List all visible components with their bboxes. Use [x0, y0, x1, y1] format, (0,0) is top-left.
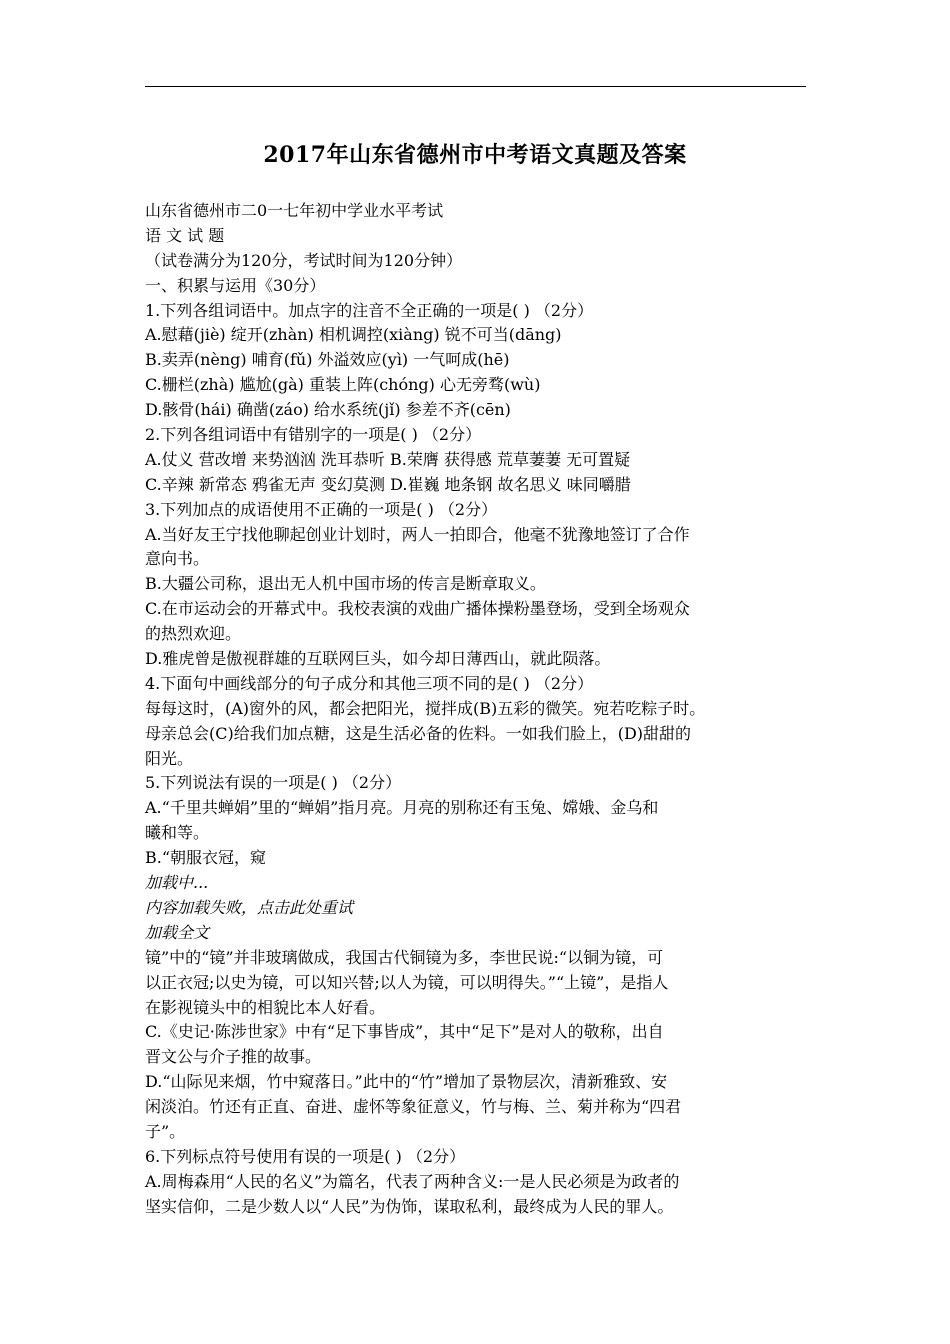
text-line: 在影视镜头中的相貌比本人好看。: [145, 997, 386, 1017]
text-line: D.“山际见来烟，竹中窥落日。”此中的“竹”增加了景物层次，清新雅致、安: [145, 1072, 668, 1092]
text-line: A.“千里共蝉娟”里的“蝉娟”指月亮。月亮的别称还有玉兔、嫦娥、金乌和: [145, 798, 659, 818]
load-full-text-link[interactable]: 加载全文: [145, 922, 210, 942]
text-line: C.《史记·陈涉世家》中有“足下事皆成”，其中“足下”是对人的敬称，出自: [145, 1022, 664, 1042]
text-line: A.慰藉(jiè) 绽开(zhàn) 相机调控(xiàng) 锐不可当(dāng): [145, 325, 562, 345]
document-body: [145, 199, 815, 1220]
text-line: B.“朝服衣冠，窥: [145, 848, 267, 868]
text-line: C.辛辣 新常态 鸦雀无声 变幻莫测 D.崔巍 地条钢 故名思义 味同嚼腊: [145, 474, 631, 494]
text-line: 镜”中的“镜”并非玻璃做成，我国古代铜镜为多，李世民说:“以铜为镜，可: [145, 947, 664, 967]
text-line: 语 文 试 题: [145, 225, 225, 245]
text-line: 坚实信仰，二是少数人以“人民”为伪饰，谋取私利，最终成为人民的罪人。: [145, 1196, 674, 1216]
text-line: C.在市运动会的开幕式中。我校表演的戏曲广播体操粉墨登场，受到全场观众: [145, 599, 690, 619]
text-line: 子”。: [145, 1121, 186, 1141]
text-line: A.当好友王宁找他聊起创业计划时，两人一拍即合，他毫不犹豫地签订了合作: [145, 524, 690, 544]
text-line: D.骸骨(hái) 确凿(záo) 给水系统(jǐ) 参差不齐(cēn): [145, 400, 511, 420]
text-line: 1.下列各组词语中。加点字的注音不全正确的一项是( ) （2分）: [145, 300, 594, 320]
text-line: A.仗义 营改增 来势汹汹 洗耳恭听 B.荣膺 获得感 荒草萋萋 无可置疑: [145, 449, 631, 469]
text-line: B.大疆公司称，退出无人机中国市场的传言是断章取义。: [145, 574, 546, 594]
text-line: 的热烈欢迎。: [145, 624, 242, 644]
retry-link[interactable]: 内容加载失败，点击此处重试: [145, 897, 354, 917]
text-line: 闲淡泊。竹还有正直、奋进、虚怀等象征意义，竹与梅、兰、菊并称为“四君: [145, 1097, 682, 1117]
text-line: 4.下面句中画线部分的句子成分和其他三项不同的是( ) （2分）: [145, 673, 594, 693]
text-line: C.栅栏(zhà) 尴尬(gà) 重装上阵(chóng) 心无旁骛(wù): [145, 375, 541, 395]
text-line: 阳光。: [145, 748, 194, 768]
text-line: 意向书。: [145, 549, 210, 569]
text-line: 晋文公与介子推的故事。: [145, 1047, 322, 1067]
text-line: 曦和等。: [145, 823, 210, 843]
text-line: 每每这时，(A)窗外的风，都会把阳光，搅拌成(B)五彩的微笑。宛若吃粽子时。: [145, 698, 706, 718]
text-line: 5.下列说法有误的一项是( ) （2分）: [145, 773, 402, 793]
text-line: A.周梅森用“人民的名义”为篇名，代表了两种含义:一是人民必须是为政者的: [145, 1171, 680, 1191]
text-line: 山东省德州市二0一七年初中学业水平考试: [145, 201, 444, 220]
text-line: B.卖弄(nèng) 哺育(fǔ) 外溢效应(yì) 一气呵成(hē): [145, 350, 510, 370]
text-line: 一、积累与运用《30分）: [145, 275, 326, 295]
text-line: 母亲总会(C)给我们加点糖，这是生活必备的佐料。一如我们脸上，(D)甜甜的: [145, 723, 692, 743]
text-line: 6.下列标点符号使用有误的一项是( ) （2分）: [145, 1146, 466, 1166]
text-line: 3.下列加点的成语使用不正确的一项是( ) （2分）: [145, 499, 498, 519]
loading-indicator: 加载中...: [145, 873, 209, 893]
text-line: （试卷满分为120分，考试时间为120分钟）: [145, 250, 463, 270]
text-line: D.雅虎曾是傲视群雄的互联网巨头，如今却日薄西山，就此陨落。: [145, 649, 611, 669]
document-title: 2017年山东省德州市中考语文真题及答案: [263, 142, 687, 168]
header-rule: [145, 86, 806, 87]
text-line: 以正衣冠;以史为镜，可以知兴替;以人为镜，可以明得失。”“上镜”，是指人: [145, 972, 669, 992]
text-line: 2.下列各组词语中有错别字的一项是( ) （2分）: [145, 425, 482, 445]
